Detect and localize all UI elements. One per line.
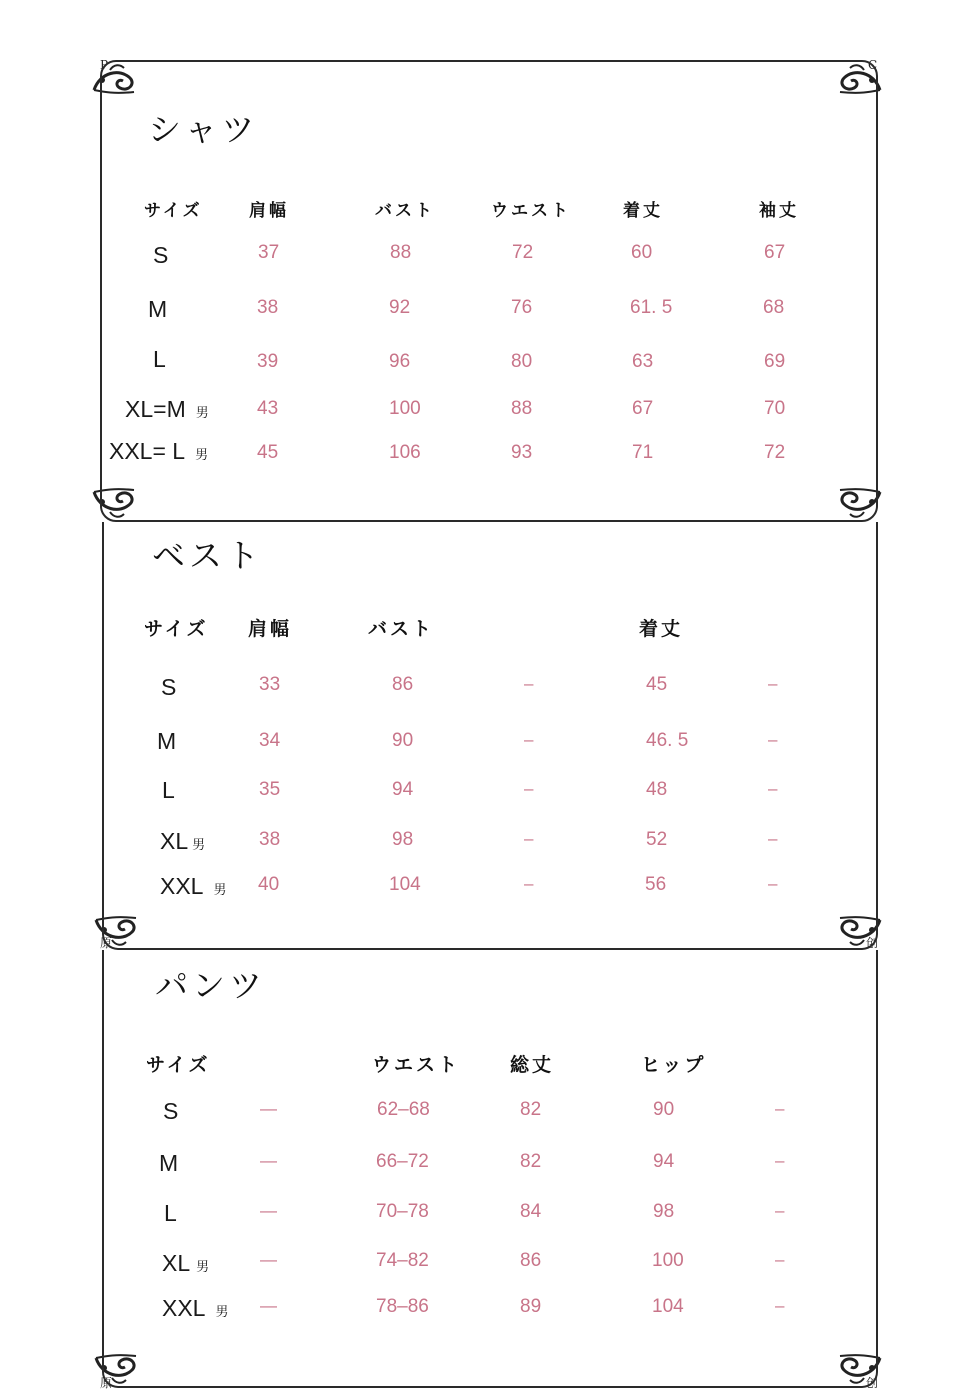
pants-header-waist: ウエスト (372, 1054, 461, 1076)
shirt-cell: 67 (632, 398, 654, 419)
vest-cell: – (524, 829, 534, 848)
shirt-title: シャツ (148, 110, 259, 149)
shirt-cell: 68 (763, 297, 785, 318)
pants-cell: 98 (653, 1201, 675, 1222)
vest-cell: – (768, 874, 778, 893)
pants-cell: 86 (520, 1250, 542, 1271)
shirt-cell: 71 (632, 442, 654, 463)
corner-mark-gen: 原 (100, 1376, 113, 1390)
male-suffix: 男 (192, 838, 206, 853)
shirt-row-size: S (153, 242, 169, 268)
shirt-cell: 96 (389, 351, 411, 372)
pants-cell: — (260, 1296, 277, 1315)
shirt-cell: 80 (511, 351, 533, 372)
shirt-cell: 76 (511, 297, 533, 318)
vest-cell: 38 (259, 829, 281, 850)
shirt-cell: 39 (257, 351, 279, 372)
pants-row-size: S (163, 1098, 179, 1124)
shirt-cell: 69 (764, 351, 786, 372)
pants-cell: 104 (652, 1296, 684, 1317)
pants-title: パンツ (155, 966, 266, 1005)
pants-header-hip: ヒップ (641, 1054, 707, 1076)
male-suffix: 男 (196, 1260, 210, 1275)
male-suffix: 男 (195, 406, 209, 421)
pants-cell: 74–82 (376, 1250, 429, 1271)
shirt-cell: 43 (257, 398, 279, 419)
pants-cell: 94 (653, 1151, 675, 1172)
pants-cell: — (260, 1099, 277, 1118)
vest-title: ベスト (152, 536, 263, 575)
shirt-cell: 88 (511, 398, 533, 419)
shirt-cell: 88 (390, 242, 412, 263)
shirt-header-bust: バスト (375, 201, 435, 221)
pants-row-size: L (164, 1200, 177, 1226)
corner-mark-chuang: 创 (866, 1376, 879, 1390)
shirt-cell: 60 (631, 242, 653, 263)
vest-cell: 104 (389, 874, 421, 895)
pants-cell: 84 (520, 1201, 542, 1222)
vest-header-bust: バスト (368, 618, 435, 640)
pants-cell: – (775, 1151, 785, 1170)
vest-cell: 48 (646, 779, 668, 800)
vest-cell: 56 (645, 874, 667, 895)
pants-row-size: M (159, 1150, 179, 1176)
pants-cell: — (260, 1151, 277, 1170)
shirt-cell: 93 (511, 442, 533, 463)
pants-cell: — (260, 1250, 277, 1269)
shirt-cell: 37 (258, 242, 280, 263)
corner-mark-p: P (100, 58, 109, 72)
vest-cell: – (768, 829, 778, 848)
pants-cell: 90 (653, 1099, 675, 1120)
pants-cell: 62–68 (377, 1099, 430, 1120)
vest-cell: 35 (259, 779, 281, 800)
corner-mark-gen: 原 (100, 936, 113, 950)
shirt-cell: 92 (389, 297, 411, 318)
pants-cell: – (775, 1296, 785, 1315)
shirt-cell: 61. 5 (630, 297, 673, 318)
shirt-header-sleeve: 袖丈 (759, 201, 799, 221)
vest-cell: 86 (392, 674, 414, 695)
vest-row-size: M (157, 728, 177, 754)
shirt-row-size: L (153, 346, 166, 372)
shirt-header-shoulder: 肩幅 (249, 201, 289, 221)
pants-cell: 78–86 (376, 1296, 429, 1317)
pants-cell: 82 (520, 1151, 542, 1172)
shirt-cell: 63 (632, 351, 654, 372)
pants-row-size: XL 男 (162, 1250, 210, 1276)
vest-cell: 45 (646, 674, 668, 695)
shirt-cell: 45 (257, 442, 279, 463)
shirt-header-length: 着丈 (623, 201, 663, 221)
male-suffix: 男 (195, 448, 209, 463)
shirt-cell: 106 (389, 442, 421, 463)
pants-cell: 100 (652, 1250, 684, 1271)
vest-header-shoulder: 肩幅 (248, 618, 293, 640)
shirt-header-waist: ウエスト (491, 201, 571, 221)
pants-cell: 66–72 (376, 1151, 429, 1172)
pants-header-total-length: 総丈 (510, 1054, 555, 1076)
shirt-header-size: サイズ (144, 201, 203, 221)
vest-cell: 40 (258, 874, 280, 895)
vest-cell: – (768, 779, 778, 798)
vest-cell: 46. 5 (646, 730, 689, 751)
vest-row-size: XXL 男 (160, 873, 227, 899)
vest-header-length: 着丈 (639, 618, 684, 640)
vest-cell: – (524, 730, 534, 749)
shirt-row-size: M (148, 296, 168, 322)
vest-cell: – (524, 674, 534, 693)
male-suffix: 男 (215, 1305, 229, 1320)
vest-cell: 90 (392, 730, 414, 751)
vest-cell: 98 (392, 829, 414, 850)
vest-row-size: L (162, 777, 175, 803)
vest-cell: – (768, 730, 778, 749)
vest-cell: – (768, 674, 778, 693)
shirt-cell: 38 (257, 297, 279, 318)
vest-header-size: サイズ (144, 618, 209, 640)
pants-cell: – (775, 1099, 785, 1118)
pants-cell: 70–78 (376, 1201, 429, 1222)
vest-cell: 34 (259, 730, 281, 751)
shirt-cell: 100 (389, 398, 421, 419)
vest-cell: – (524, 874, 534, 893)
pants-cell: 89 (520, 1296, 542, 1317)
pants-cell: – (775, 1250, 785, 1269)
shirt-cell: 67 (764, 242, 786, 263)
pants-cell: — (260, 1201, 277, 1220)
shirt-cell: 72 (764, 442, 786, 463)
shirt-row-size: XL=M 男 (125, 396, 209, 422)
shirt-cell: 70 (764, 398, 786, 419)
vest-row-size: S (161, 674, 177, 700)
pants-cell: – (775, 1201, 785, 1220)
vest-cell: 94 (392, 779, 414, 800)
vest-cell: – (524, 779, 534, 798)
pants-cell: 82 (520, 1099, 542, 1120)
corner-mark-chuang: 创 (866, 936, 879, 950)
shirt-row-size: XXL= L 男 (109, 438, 209, 464)
male-suffix: 男 (213, 883, 227, 898)
pants-panel (102, 950, 878, 1388)
corner-mark-c: C (868, 58, 878, 72)
shirt-cell: 72 (512, 242, 534, 263)
vest-row-size: XL 男 (160, 828, 206, 854)
vest-cell: 52 (646, 829, 668, 850)
vest-cell: 33 (259, 674, 281, 695)
pants-row-size: XXL 男 (162, 1295, 229, 1321)
pants-header-size: サイズ (146, 1054, 211, 1076)
